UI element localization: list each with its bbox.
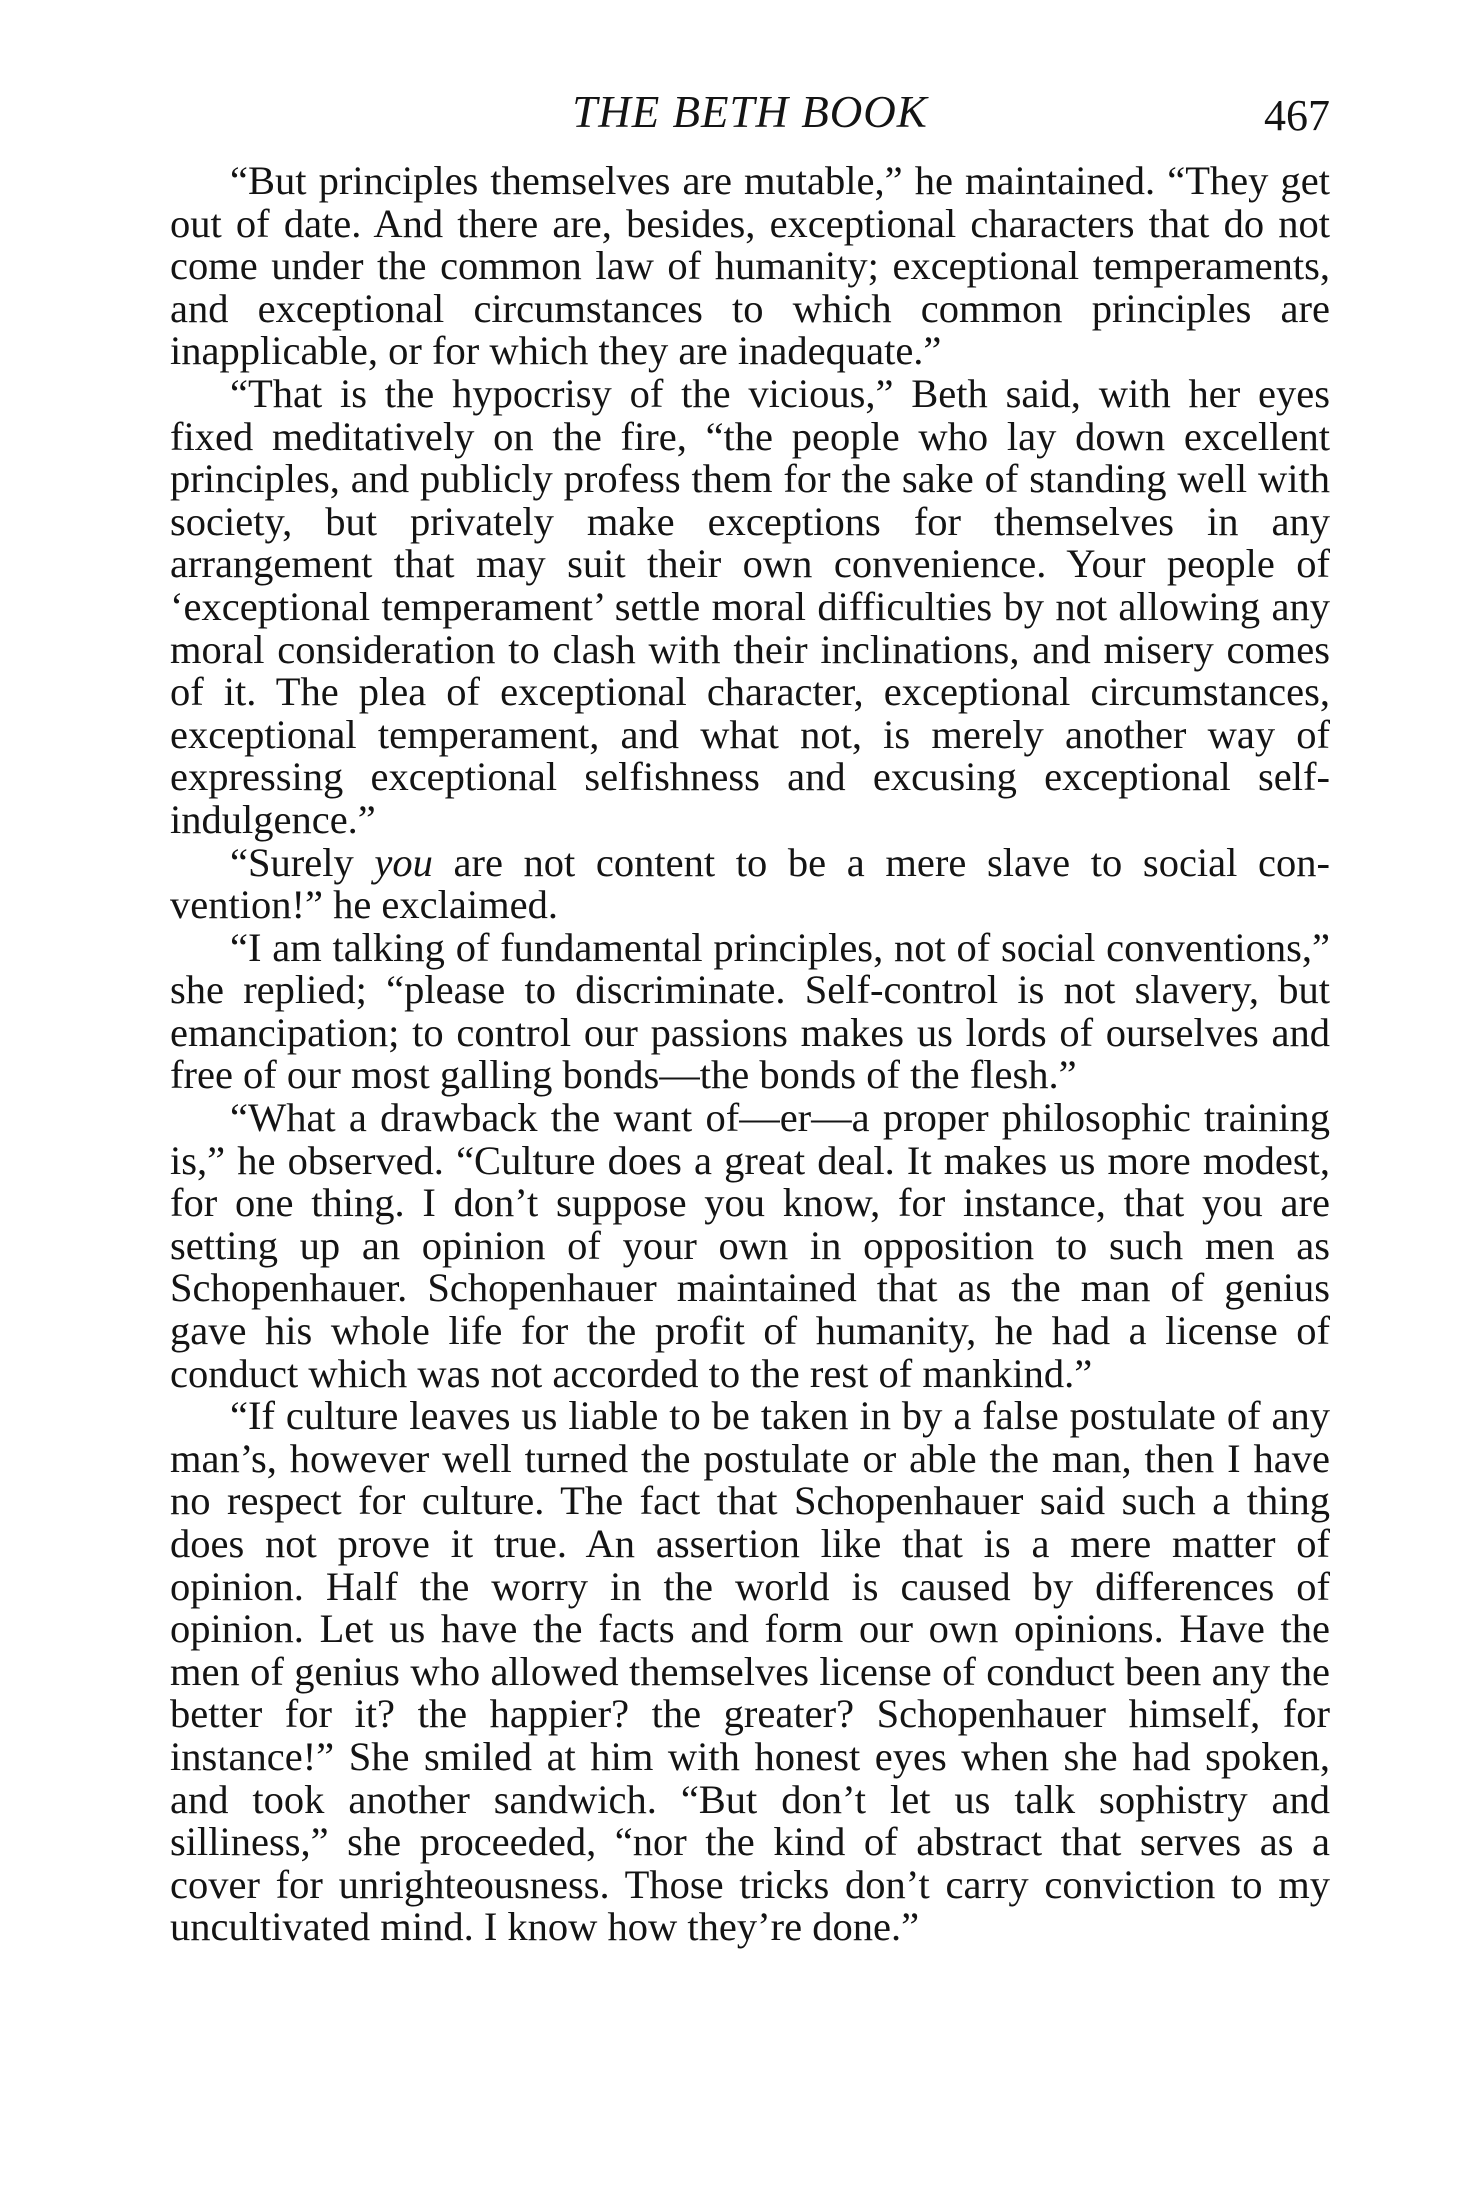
emphasized-word: you: [374, 839, 433, 885]
page-number: 467: [1264, 91, 1330, 140]
running-head: [170, 86, 1330, 146]
paragraph: [170, 839, 1331, 928]
paragraph-text: “Surely: [230, 839, 375, 885]
paragraph: “That is the hypocrisy of the vicious,” Beth said, with her eyes fixed meditatively on the fire, “the people who lay down excellent principles, and publicly profess them for the sake of standing well with society, but privately make exceptions for themselves in any arrangement that may suit their own convenience. Your people of ‘exceptional temperament’ settle moral difficulties by not allowing any moral consideration to clash with their inclinations, and misery comes of it. The plea of exceptional character, exceptional circumstances, exceptional temperament, and what not, is merely another way of expressing exceptional selfishness and excusing exceptional self-indulgence.”: [170, 370, 1330, 842]
paragraph: “But principles themselves are mutable,” he maintained. “They get out of date. And there are, besides, exceptional characters that do not come under the common law of humanity; exceptional temperaments, and exceptional circumstances to which common principles are inapplicable, or for which they are inadequate.”: [170, 158, 1330, 374]
book-title: THE BETH BOOK: [572, 87, 928, 137]
paragraph: “I am talking of fundamental principles, not of social conventions,” she replied; “please to discriminate. Self-control is not slavery, but emancipation; to control our passions makes us lords of ourselves and free of our most galling bonds—the bonds of the flesh.”: [170, 924, 1330, 1098]
paragraph: “What a drawback the want of—er—a proper philosophic training is,” he observed. “Culture does a great deal. It makes us more modest, for one thing. I don’t suppose you know, for instance, that you are setting up an opinion of your own in opposition to such men as Schopenhauer. Schopenhauer maintained that as the man of genius gave his whole life for the profit of humanity, he had a license of conduct which was not accorded to the rest of mankind.”: [170, 1095, 1330, 1396]
paragraph-text: are not content to be a mere slave to social convention!” he exclaimed.: [170, 839, 1331, 928]
body-text: [170, 160, 1330, 1949]
paragraph: “If culture leaves us liable to be taken in by a false postulate of any man’s, however well turned the postulate or able the man, then I have no respect for culture. The fact that Schopenhauer said such a thing does not prove it true. An assertion like that is a mere matter of opinion. Half the worry in the world is caused by differences of opinion. Let us have the facts and form our own opinions. Have the men of genius who allowed themselves license of conduct been any the better for it? the happier? the greater? Schopenhauer himself, for instance!” She smiled at him with honest eyes when she had spoken, and took another sandwich. “But don’t let us talk sophistry and silliness,” she proceeded, “nor the kind of abstract that serves as a cover for unrighteousness. Those tricks don’t carry conviction to my uncultivated mind. I know how they’re done.”: [170, 1393, 1330, 1950]
